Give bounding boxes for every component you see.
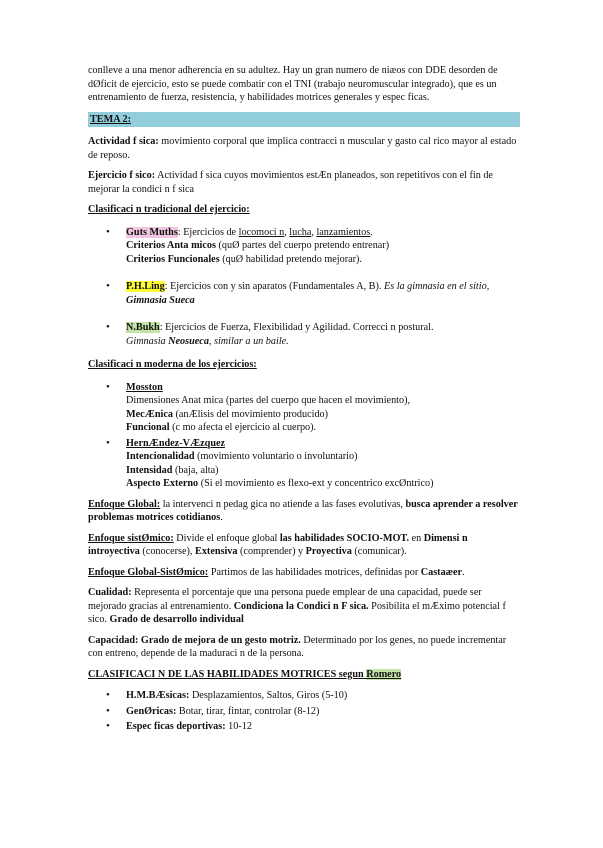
list-item: • H.M.BÆsicas: Desplazamientos, Saltos, Giros (5-10) [126,689,520,703]
list-item: • P.H.Ling: Ejercicios con y sin aparatos (Fundamentales A, B). Es la gimnasia en el sitio, Gimnasia Sueca [126,280,520,307]
list-item: • Espec ficas deportivas: 10-12 [126,720,520,734]
definition-cualidad: Cualidad: Representa el porcentaje que una persona puede emplear de una capacidad, puede ser mejorado gracias al entrenamiento. Condiciona la Condici n F sica. Posibilita el mÆximo potencial f sico. Grado de desarrollo individual [88,587,506,625]
definition-actividad: Actividad f sica: movimiento corporal que implica contracci n muscular y gasto cal rico mayor al estado de reposo. [88,136,517,161]
list-item: • HernÆndez-VÆzquez Intencionalidad (movimiento voluntario o involuntario) Intensidad (baja, alta) Aspecto Externo (Si el movimiento es flexo-ext y concentrico excØntrico) [126,437,520,491]
term: Ejercicio f sico: [88,170,156,181]
heading-traditional: Clasificaci n tradicional del ejercicio: [88,204,250,215]
enfoque-global-sistemico: Enfoque Global-SistØmico: Partimos de las habilidades motrices, definidas por Castaæer. [88,566,465,578]
definition-capacidad: Capacidad: Grado de mejora de un gesto motriz. Determinado por los genes, no puede incrementar con entreno, depende de la maduraci n de la persona. [88,634,507,659]
document-page [88,64,520,741]
list-item: • Mosston Dimensiones Anat mica (partes del cuerpo que hacen el movimiento), MecÆnica (anÆlisis del movimiento producido) Funcional (c mo afecta el ejercicio al cuerpo). [126,381,520,435]
list-item: • GenØricas: Botar, tirar, fintar, controlar (8-12) [126,705,520,719]
habilidades-list [88,689,520,734]
list-item: • Guts Muths: Ejercicios de locomoci n, lucha, lanzamientos. Criterios Anta micos (quØ partes del cuerpo pretendo entrenar) Criterios Funcionales (quØ habilidad pretendo mejorar). [126,226,520,267]
modern-list [88,381,520,491]
traditional-list [88,226,520,349]
list-item: • N.Bukh: Ejercicios de Fuerza, Flexibilidad y Agilidad. Correcci n postural. Gimnasia Neosueca, similar a un baile. [126,321,520,348]
definition-ejercicio: Ejercicio f sico: Actividad f sica cuyos movimientos estÆn planeados, son repetitivos con el fin de mejorar la condici n f sica [88,170,493,195]
section-title: TEMA 2: [88,112,520,128]
author-name: • HernÆndez-VÆzquez [126,437,226,449]
heading-clasificacion: CLASIFICACI N DE LAS HABILIDADES MOTRICES segun Romero [88,668,402,680]
author-name: N.Bukh [126,322,160,333]
term: Actividad f sica: [88,136,159,147]
enfoque-global: Enfoque Global: la intervenci n pedag gica no atiende a las fases evolutivas, busca aprender a resolver problemas motrices cotidianos. [88,498,518,523]
author-name: • Mosston [126,381,163,393]
heading-modern: Clasificaci n moderna de los ejercicios: [88,359,257,370]
intro-paragraph: conlleve a una menor adherencia en su adultez. Hay un gran numero de niæos con DDE desorden de dØficit de ejercicio, esto se puede combatir con el TNI (trabajo neuromuscular integrado), que es un entrenamiento de fuerza, resistencia, y habilidades motrices generales y espec ficas. [88,65,498,103]
enfoque-sistemico: Enfoque sistØmico: Divide el enfoque global las habilidades SOCIO-MOT. en Dimensi n introyectiva (conocerse), Extensiva (comprender) y Proyectiva (comunicar). [88,532,468,557]
author-name: Guts Muths [126,226,178,238]
author-name: P.H.Ling [126,281,165,292]
